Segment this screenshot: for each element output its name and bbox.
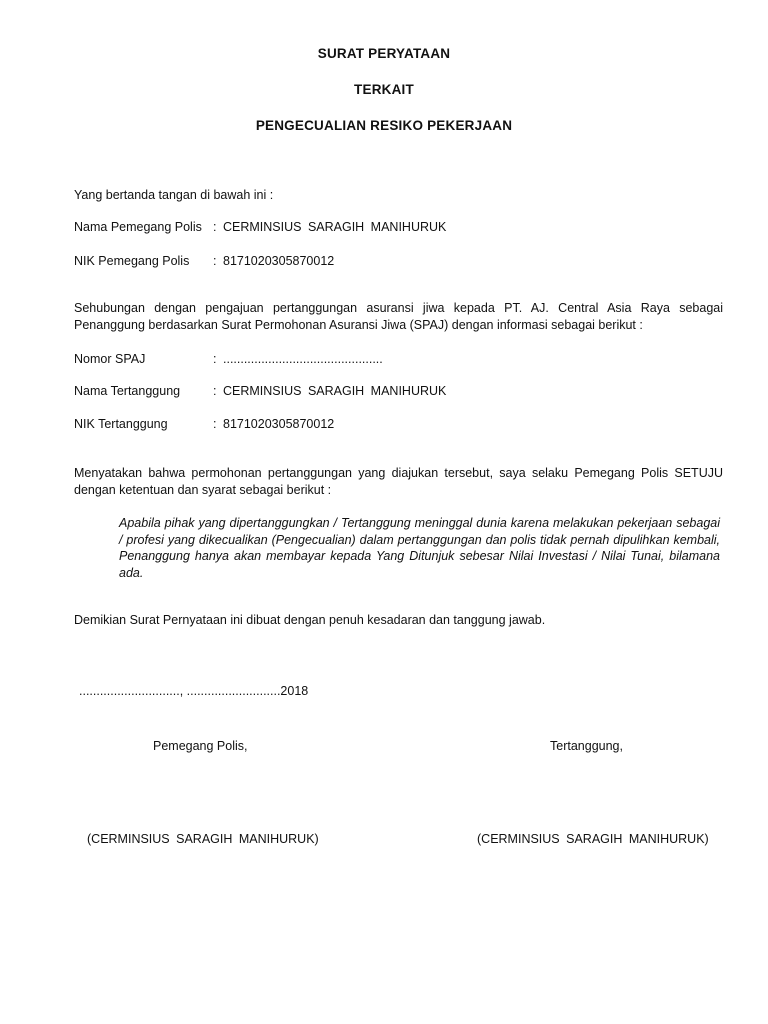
closing-statement: Demikian Surat Pernyataan ini dibuat dengan penuh kesadaran dan tanggung jawab. xyxy=(74,613,546,627)
insured-nik-label: NIK Tertanggung xyxy=(74,417,168,431)
insured-name-label: Nama Tertanggung xyxy=(74,384,181,398)
insured-nik-value: 8171020305870012 xyxy=(223,417,335,431)
separator: : xyxy=(213,417,217,431)
document-subtitle: TERKAIT xyxy=(354,82,414,97)
policy-holder-signature-role: Pemegang Polis, xyxy=(153,739,248,753)
policy-holder-name-label: Nama Pemegang Polis xyxy=(74,220,202,234)
insured-name-row xyxy=(74,384,446,398)
policy-holder-signature-name: (CERMINSIUS SARAGIH MANIHURUK) xyxy=(87,832,319,846)
separator: : xyxy=(213,254,217,268)
document-topic: PENGECUALIAN RESIKO PEKERJAAN xyxy=(255,118,513,133)
insured-signature-name: (CERMINSIUS SARAGIH MANIHURUK) xyxy=(477,832,709,846)
insured-name-value: CERMINSIUS SARAGIH MANIHURUK xyxy=(223,384,447,398)
insured-signature-role: Tertanggung, xyxy=(550,739,623,753)
spaj-number-label: Nomor SPAJ xyxy=(74,352,146,366)
policy-holder-name-value: CERMINSIUS SARAGIH MANIHURUK xyxy=(223,220,447,234)
spaj-number-row xyxy=(74,352,383,366)
exclusion-clause: Apabila pihak yang dipertanggungkan / Tertanggung meninggal dunia karena melakukan pekerjaan sebagai / profesi yang dikecualikan (Pengecualian) dalam pertanggungan dan polis tidak pernah dipulihkan kembali, Penanggung hanya akan membayar kepada Yang Ditunjuk sebesar Nilai Investasi / Nilai Tunai, bilamana ada. xyxy=(119,516,720,580)
separator: : xyxy=(213,352,217,366)
spaj-number-value: .............................................. xyxy=(223,352,383,366)
separator: : xyxy=(213,384,217,398)
document-title: SURAT PERYATAAN xyxy=(317,46,451,61)
paragraph-1: Sehubungan dengan pengajuan pertanggungan asuransi jiwa kepada PT. AJ. Central Asia Raya sebagai Penanggung berdasarkan Surat Permohonan Asuransi Jiwa (SPAJ) dengan informasi sebagai berikut : xyxy=(74,301,723,332)
insured-nik-row xyxy=(74,417,334,431)
place-date-line: ............................., ...........................2018 xyxy=(79,684,309,698)
intro-text: Yang bertanda tangan di bawah ini : xyxy=(74,188,274,202)
paragraph-2: Menyatakan bahwa permohonan pertanggungan yang diajukan tersebut, saya selaku Pemegang Polis SETUJU dengan ketentuan dan syarat sebagai berikut : xyxy=(74,466,723,497)
separator: : xyxy=(213,220,217,234)
policy-holder-nik-label: NIK Pemegang Polis xyxy=(74,254,190,268)
policy-holder-nik-value: 8171020305870012 xyxy=(223,254,335,268)
policy-holder-name-row xyxy=(74,220,446,234)
policy-holder-nik-row xyxy=(74,254,334,268)
